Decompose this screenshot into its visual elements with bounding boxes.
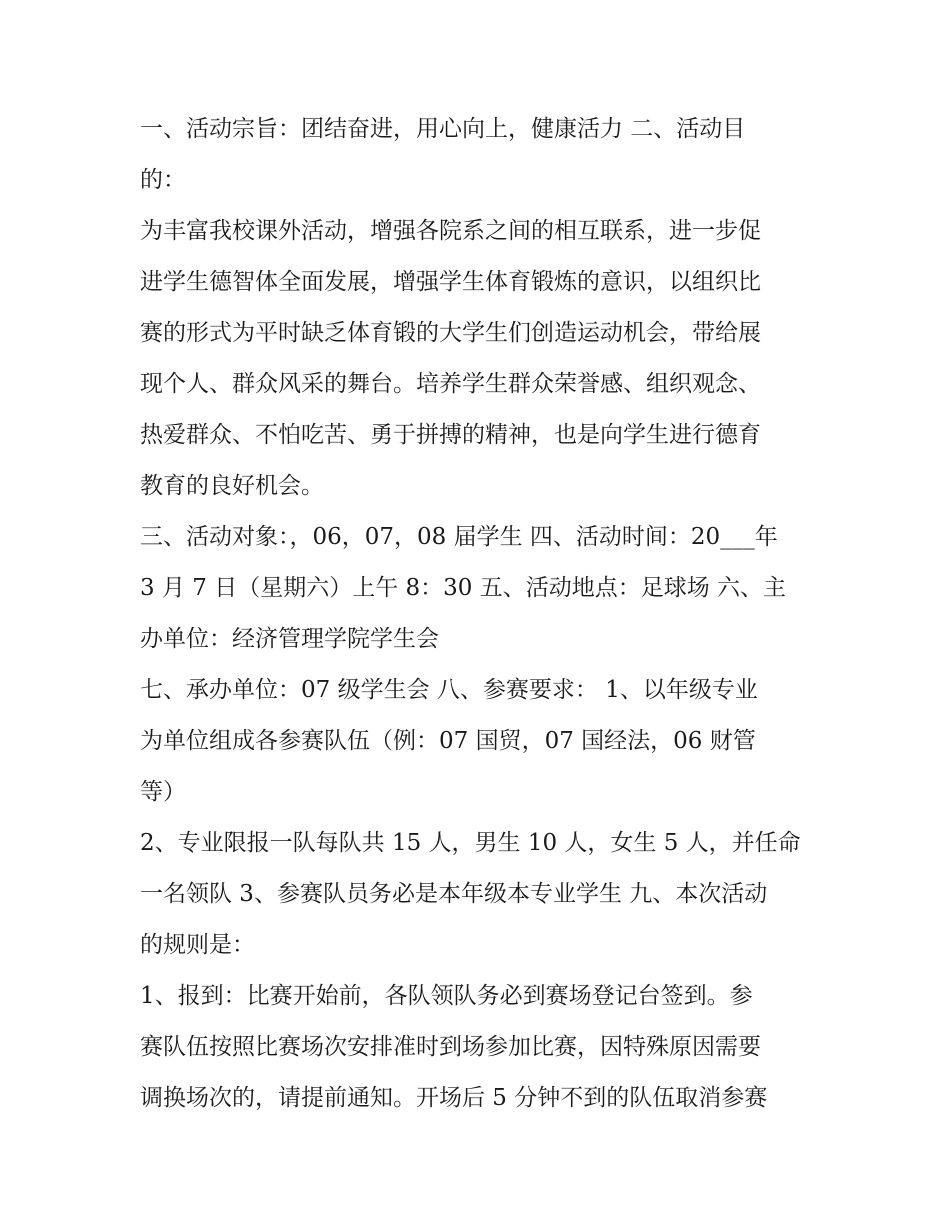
text-line: 现个人、群众风采的舞台。培养学生群众荣誉感、组织观念、 <box>140 371 761 397</box>
text-line: 等） <box>140 779 186 805</box>
text-line: 一、活动宗旨：团结奋进，用心向上，健康活力 二、活动目 <box>140 116 746 142</box>
text-line: 热爱群众、不怕吃苦、勇于拼搏的精神，也是向学生进行德育 <box>140 422 761 448</box>
text-line: 进学生德智体全面发展，增强学生体育锻炼的意识，以组织比 <box>140 269 761 295</box>
text-line: 的： <box>140 167 186 193</box>
text-line: 三、活动对象：，06，07，08 届学生 四、活动时间：20___年 <box>140 524 778 550</box>
text-line: 3 月 7 日（星期六）上午 8：30 五、活动地点：足球场 六、主 <box>140 575 787 601</box>
text-line: 2、专业限报一队每队共 15 人，男生 10 人，女生 5 人，并任命 <box>140 830 801 856</box>
paragraph-team-rules <box>140 818 816 971</box>
text-line: 教育的良好机会。 <box>140 473 324 499</box>
text-line: 的规则是： <box>140 932 255 958</box>
paragraph-purpose <box>140 104 816 206</box>
paragraph-participants-time-place <box>140 512 816 665</box>
text-line: 赛的形式为平时缺乏体育锻的大学生们创造运动机会，带给展 <box>140 320 761 346</box>
text-line: 七、承办单位：07 级学生会 八、参赛要求： 1、以年级专业 <box>140 677 758 703</box>
text-line: 为丰富我校课外活动，增强各院系之间的相互联系，进一步促 <box>140 218 761 244</box>
text-line: 1、报到：比赛开始前，各队领队务必到赛场登记台签到。参 <box>140 983 753 1009</box>
text-line: 调换场次的，请提前通知。开场后 5 分钟不到的队伍取消参赛 <box>140 1085 768 1111</box>
text-line: 赛队伍按照比赛场次安排准时到场参加比赛，因特殊原因需要 <box>140 1034 761 1060</box>
document-body <box>140 104 816 1124</box>
paragraph-organizer-requirements <box>140 665 816 818</box>
paragraph-registration <box>140 971 816 1124</box>
text-line: 一名领队 3、参赛队员务必是本年级本专业学生 九、本次活动 <box>140 881 768 907</box>
text-line: 办单位：经济管理学院学生会 <box>140 626 439 652</box>
paragraph-objective <box>140 206 816 512</box>
text-line: 为单位组成各参赛队伍（例：07 国贸，07 国经法，06 财管 <box>140 728 756 754</box>
